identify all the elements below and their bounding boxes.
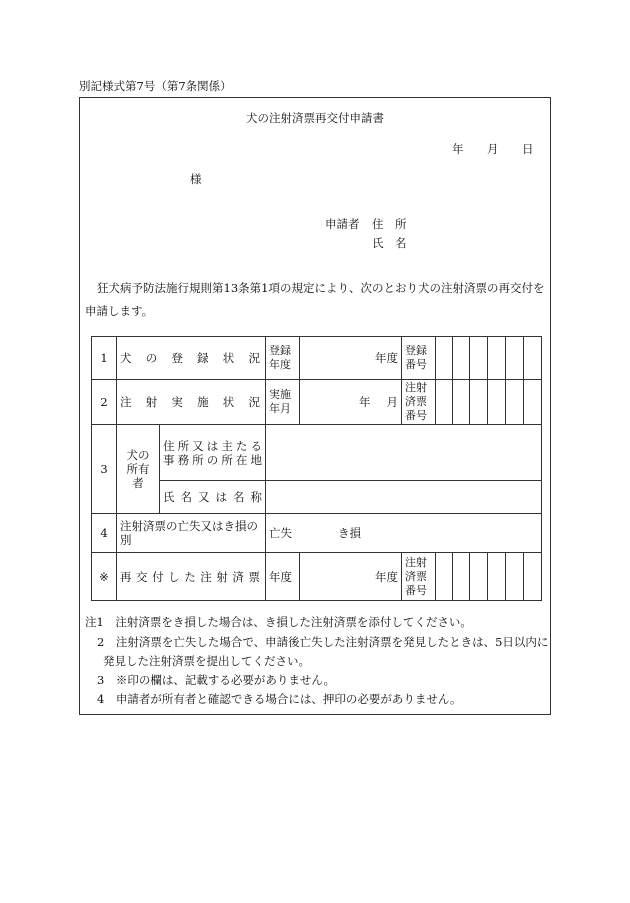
tag-number-digit[interactable]	[453, 380, 470, 425]
loss-type-label-1: 注射済票の亡失又はき損の	[120, 519, 258, 533]
tag-number-digit[interactable]	[488, 380, 506, 425]
form-label: 別記様式第7号（第7条関係）	[79, 79, 232, 93]
owner-address-label-1: 住所又は主たる	[163, 438, 262, 453]
registration-status-label: 犬の登録状況	[120, 351, 260, 365]
table-row-loss-type	[92, 514, 542, 553]
tag-number-digit[interactable]	[506, 380, 524, 425]
injection-date-input[interactable]: 年 月	[300, 380, 402, 425]
reissued-number-digit[interactable]	[453, 553, 470, 601]
owner-address-input[interactable]	[266, 425, 542, 481]
form-title: 犬の注射済票再交付申請書	[246, 111, 384, 125]
date-day[interactable]: 日	[522, 142, 534, 156]
body-text-line-1: 狂犬病予防法施行規則第13条第1項の規定により、次のとおり犬の注射済票の再交付を	[97, 281, 545, 295]
loss-type-label-2: 別	[120, 533, 132, 547]
reissued-tag-number-label: 注射済票番号	[402, 553, 436, 601]
owner-name-label: 氏名又は名称	[163, 490, 262, 504]
registration-number-digit[interactable]	[453, 337, 470, 380]
addressee-suffix: 様	[190, 172, 202, 186]
row-number: 4	[92, 514, 117, 553]
body-text-line-2: 申請します。	[85, 304, 154, 318]
applicant-address-label: 住 所	[372, 217, 407, 231]
registration-number-digit[interactable]	[506, 337, 524, 380]
reissued-year-label: 年度	[266, 553, 300, 601]
row-number: 3	[92, 425, 117, 514]
reissued-number-digit[interactable]	[506, 553, 524, 601]
registration-number-digit[interactable]	[436, 337, 453, 380]
tag-number-label: 注射済票番号	[402, 380, 436, 425]
applicant-name-label: 氏 名	[372, 236, 407, 250]
note-2: 2 注射済票を亡失した場合で、申請後亡失した注射済票を発見したときは、5日以内に	[97, 635, 549, 649]
note-4: 4 申請者が所有者と確認できる場合には、押印の必要がありません。	[97, 692, 462, 706]
table-row-reissued	[92, 553, 542, 601]
table-row-injection	[92, 380, 542, 425]
owner-address-label-2: 事務所の所在地	[163, 452, 262, 467]
reissued-number-digit[interactable]	[488, 553, 506, 601]
tag-number-digit[interactable]	[436, 380, 453, 425]
reissued-tag-label: 再交付した注射済票	[120, 569, 260, 584]
application-table	[91, 336, 542, 601]
note-3: 3 ※印の欄は、記載する必要がありません。	[97, 673, 336, 687]
applicant-label: 申請者	[325, 217, 360, 231]
registration-number-digit[interactable]	[488, 337, 506, 380]
reissued-number-digit[interactable]	[436, 553, 453, 601]
owner-label: 犬の所有者	[117, 425, 160, 514]
registration-year-input[interactable]: 年度	[300, 337, 402, 380]
registration-number-digit[interactable]	[524, 337, 542, 380]
table-row-owner-address	[92, 425, 542, 481]
loss-option-damaged[interactable]: き損	[338, 526, 361, 540]
date-month[interactable]: 月	[487, 142, 499, 156]
row-number: 1	[92, 337, 117, 380]
reissued-year-input[interactable]: 年度	[300, 553, 402, 601]
date-year[interactable]: 年	[452, 142, 464, 156]
table-row-registration	[92, 337, 542, 380]
reissued-number-digit[interactable]	[524, 553, 542, 601]
note-1: 注1 注射済票をき損した場合は、き損した注射済票を添付してください。	[85, 615, 472, 629]
row-mark: ※	[92, 553, 117, 601]
injection-date-label: 実施年月	[266, 380, 300, 425]
reissued-number-digit[interactable]	[470, 553, 488, 601]
registration-number-digit[interactable]	[470, 337, 488, 380]
owner-name-input[interactable]	[266, 481, 542, 514]
tag-number-digit[interactable]	[524, 380, 542, 425]
loss-option-lost[interactable]: 亡失	[269, 526, 292, 540]
row-number: 2	[92, 380, 117, 425]
table-row-owner-name	[92, 481, 542, 514]
note-2-continued: 発見した注射済票を提出してください。	[103, 654, 310, 668]
registration-year-label: 登録年度	[266, 337, 300, 380]
injection-status-label: 注射実施状況	[120, 395, 260, 409]
registration-number-label: 登録番号	[402, 337, 436, 380]
tag-number-digit[interactable]	[470, 380, 488, 425]
